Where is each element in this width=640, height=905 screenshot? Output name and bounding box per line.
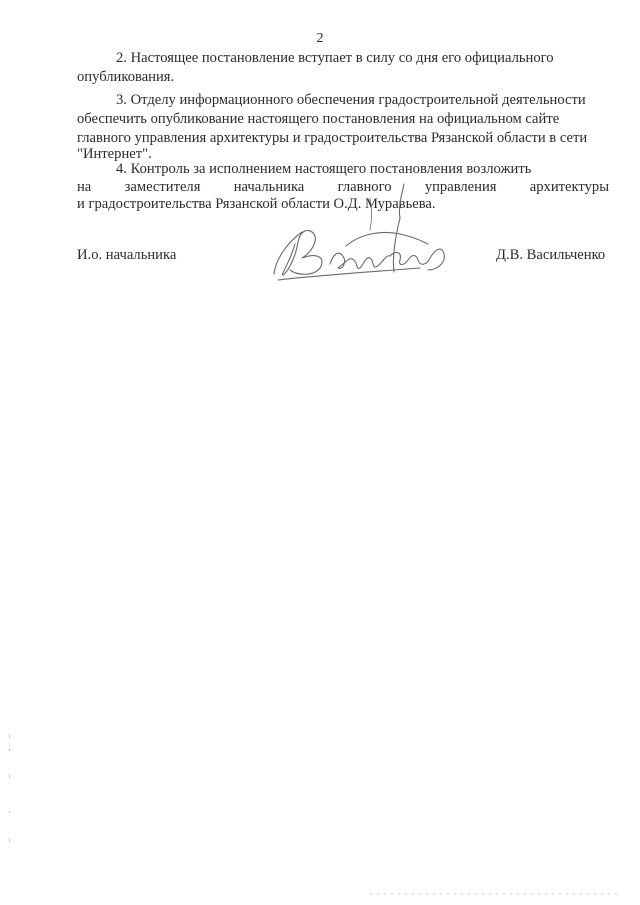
paragraph-2-text: 2. Настоящее постановление вступает в силу со дня его официального [116,50,554,66]
paragraph-4-word: управления [424,179,497,195]
paragraph-3-line-2: обеспечить опубликование настоящего постановления на официальном сайте [77,111,560,127]
paragraph-4-word: на [77,179,92,195]
paragraph-4-word: архитектуры [529,179,609,195]
handwritten-signature [250,172,460,287]
scan-edge-marks [8,735,12,855]
signer-name: Д.В. Васильченко [496,247,606,263]
page-number: 2 [316,31,324,46]
paragraph-4-word: заместителя [124,179,201,195]
paragraph-4-word: начальника [233,179,305,195]
scan-bottom-marks [370,892,620,896]
paragraph-4-word: главного [337,179,392,195]
paragraph-2-line-1 [116,49,612,68]
paragraph-3-line-4: "Интернет". [77,146,152,162]
paragraph-3-line-3: главного управления архитектуры и градостроительства Рязанской области в сети [77,130,588,146]
signer-title: И.о. начальника [77,247,177,263]
paragraph-4-line-3: и градостроительства Рязанской области О.Д. Муравьева. [77,196,436,212]
paragraph-4-line-1: 4. Контроль за исполнением настоящего постановления возложить [116,161,532,177]
paragraph-3-line-1: 3. Отделу информационного обеспечения градостроительной деятельности [116,92,586,108]
paragraph-2-line-2: опубликования. [77,69,175,85]
